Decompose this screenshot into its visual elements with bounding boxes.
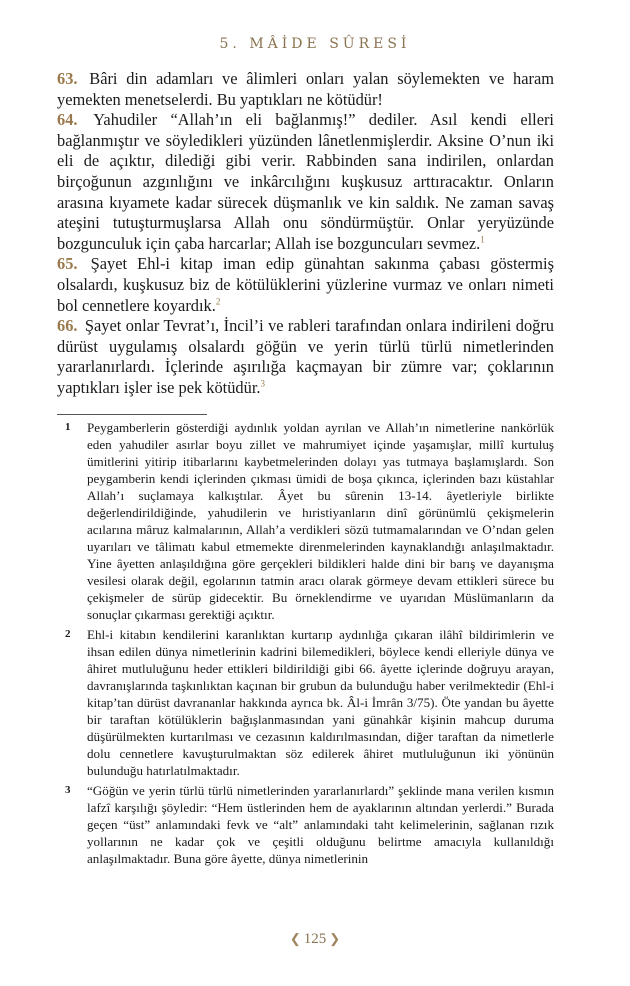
verse-64 <box>57 110 554 254</box>
footnote-number: 3 <box>65 784 71 796</box>
page-footer <box>0 931 630 948</box>
footnote-1 <box>57 419 554 623</box>
verse-number: 63. <box>57 69 78 88</box>
verse-number: 66. <box>57 316 78 336</box>
verse-text: Yahudiler “Allah’ın eli bağlanmış!” dediler. Asıl kendi elleri bağlanmıştır ve söyledikleri yüzünden lânetlenmişlerdir. Aksine O’nun iki eli de açıktır, dilediği gibi verir. Rabbinden sana indirilen, onlardan birçoğunun azgınlığını ve inkârcılığını kuşkusuz arttıracaktır. Onların arasına kıyamete kadar sürecek düşmanlık ve kin saldık. Ne zaman savaş ateşini tutuşturmuşlarsa Allah onu söndürmüştür. Onlar yeryüzünde bozgunculuk için çaba harcarlar; Allah ise bozguncuları sevmez. <box>57 110 554 253</box>
footnote-text: “Göğün ve yerin türlü türlü nimetlerinden yararlanırlardı” şeklinde mana verilen kısmın lafzî karşılığı şöyledir: “Hem üstlerinden hem de ayaklarının altından yerlerdi.” Burada geçen “üst” anlamındaki fevk ve “alt” anlamındaki taht kelimelerinin, sağlanan rızık yollarının ne kadar çok ve çeşitli olduğunu belirtme amacıyla kullanıldığı anlaşılmaktadır. Buna göre âyette, dünya nimetlerinin <box>87 783 554 866</box>
footnote-number: 1 <box>65 421 71 433</box>
footnote-number: 2 <box>65 628 71 640</box>
verse-66 <box>57 316 554 398</box>
footnote-ref[interactable]: 2 <box>215 296 221 307</box>
footnote-divider <box>57 414 207 415</box>
footnote-ref[interactable]: 3 <box>260 378 265 389</box>
footnote-3 <box>57 782 554 867</box>
footnotes <box>57 419 554 870</box>
verse-text: Bâri din adamları ve âlimleri onları yalan söylemekten ve haram yemekten menetselerdi. Bu yaptıkları ne kötüdür! <box>57 69 554 109</box>
footnote-ref[interactable]: 1 <box>480 234 485 245</box>
verse-63 <box>57 69 554 110</box>
verse-block <box>57 69 554 399</box>
verse-65 <box>57 254 554 316</box>
left-ornament-icon: ❮ <box>289 931 301 946</box>
running-head: 5. MÂİDE SÛRESİ <box>219 36 411 52</box>
verse-number: 64. <box>57 110 78 130</box>
footnote-2 <box>57 626 554 779</box>
right-ornament-icon: ❯ <box>329 931 341 946</box>
footnote-text: Ehl-i kitabın kendilerini karanlıktan kurtarıp aydınlığa çıkaran ilâhî bildirimlerin ve ihsan edilen dünya nimetlerinin kadrini bilemedikleri, böylece kendi elleriyle dünya ve âhiret mutluluğunu heder ettikleri bildirildiği gibi 66. âyette içlerinde doğruyu arayan, davranışlarında taşkınlıktan kaçınan bir grubun da bulunduğu haber verilmektedir (Ehl-i kitap’tan dürüst davrananlar hakkında ayrıca bk. Âl-i İmrân 3/75). Öte yandan bu âyette bir taraftan kötülüklerin bağışlanmasından yani günahkâr kişinin mahcup duruma düşürülmekten kurtarılması ve cezasının kaldırılmasından, diğer taraftan da nimetlerle dolu cennetlere kavuşturulmaktan söz edilerek âhiret mutluluğunun iki yönünün bulunduğu hatırlatılmaktadır. <box>87 627 554 778</box>
verse-text: Şayet onlar Tevrat’ı, İncil’i ve rableri tarafından onlara indirileni doğru dürüst uygulamış olsalardı göğün ve yerin türlü türlü nimetlerinden yararlanırlardı. İçlerinde aşırılığa kaçmayan bir zümre var; çoklarının yaptıkları işler ise pek kötüdür. <box>57 316 554 397</box>
footnote-text: Peygamberlerin gösterdiği aydınlık yoldan ayrılan ve Allah’ın nimetlerine nankörlük eden yahudiler asırlar boyu zillet ve mahrumiyet içinde yaşamışlar, millî kurtuluş ümitlerini yitirip itibarlarını kaybetmelerinden dolayı yas tutmaya başlamışlardı. Son peygamberin kendi içlerinden çıkması ümidi de boşa çıkınca, içlerinden bazı küstahlar Allah’ı suçlamaya kalkıştılar. Âyet bu sûrenin 13-14. âyetleriyle birlikte değerlendirildiğinde, yahudilerin ve hıristiyanların dinî görünümlü çekişmelerin acılarına mâruz kalmalarının, Allah’a verdikleri sözü tutmamalarından ve O’ndan gelen uyarıları ve tâlimatı kabul etmemekte direnmelerinden kaynaklandığı anlaşılmaktadır. Yine âyetten anlaşıldığına göre gerçekleri bildikleri halde dini bir barış ve dayanışma vesilesi olarak değil, egolarının tatmin aracı olarak görmeye devam ettikleri sürece bu çekişmeler de sürüp gidecektir. Bu örneklendirme ve uyarıdan Müslümanların da sonuçlar çıkarması gerektiği açıktır. <box>87 420 554 622</box>
page-number: 125 <box>303 931 327 947</box>
verse-text: Şayet Ehl-i kitap iman edip günahtan sakınma çabası göstermiş olsalardı, kuşkusuz biz de kötülüklerini yüzlerine vurmaz ve onları nimeti bol cennetlere koyardık. <box>57 254 554 315</box>
verse-number: 65. <box>57 254 78 274</box>
